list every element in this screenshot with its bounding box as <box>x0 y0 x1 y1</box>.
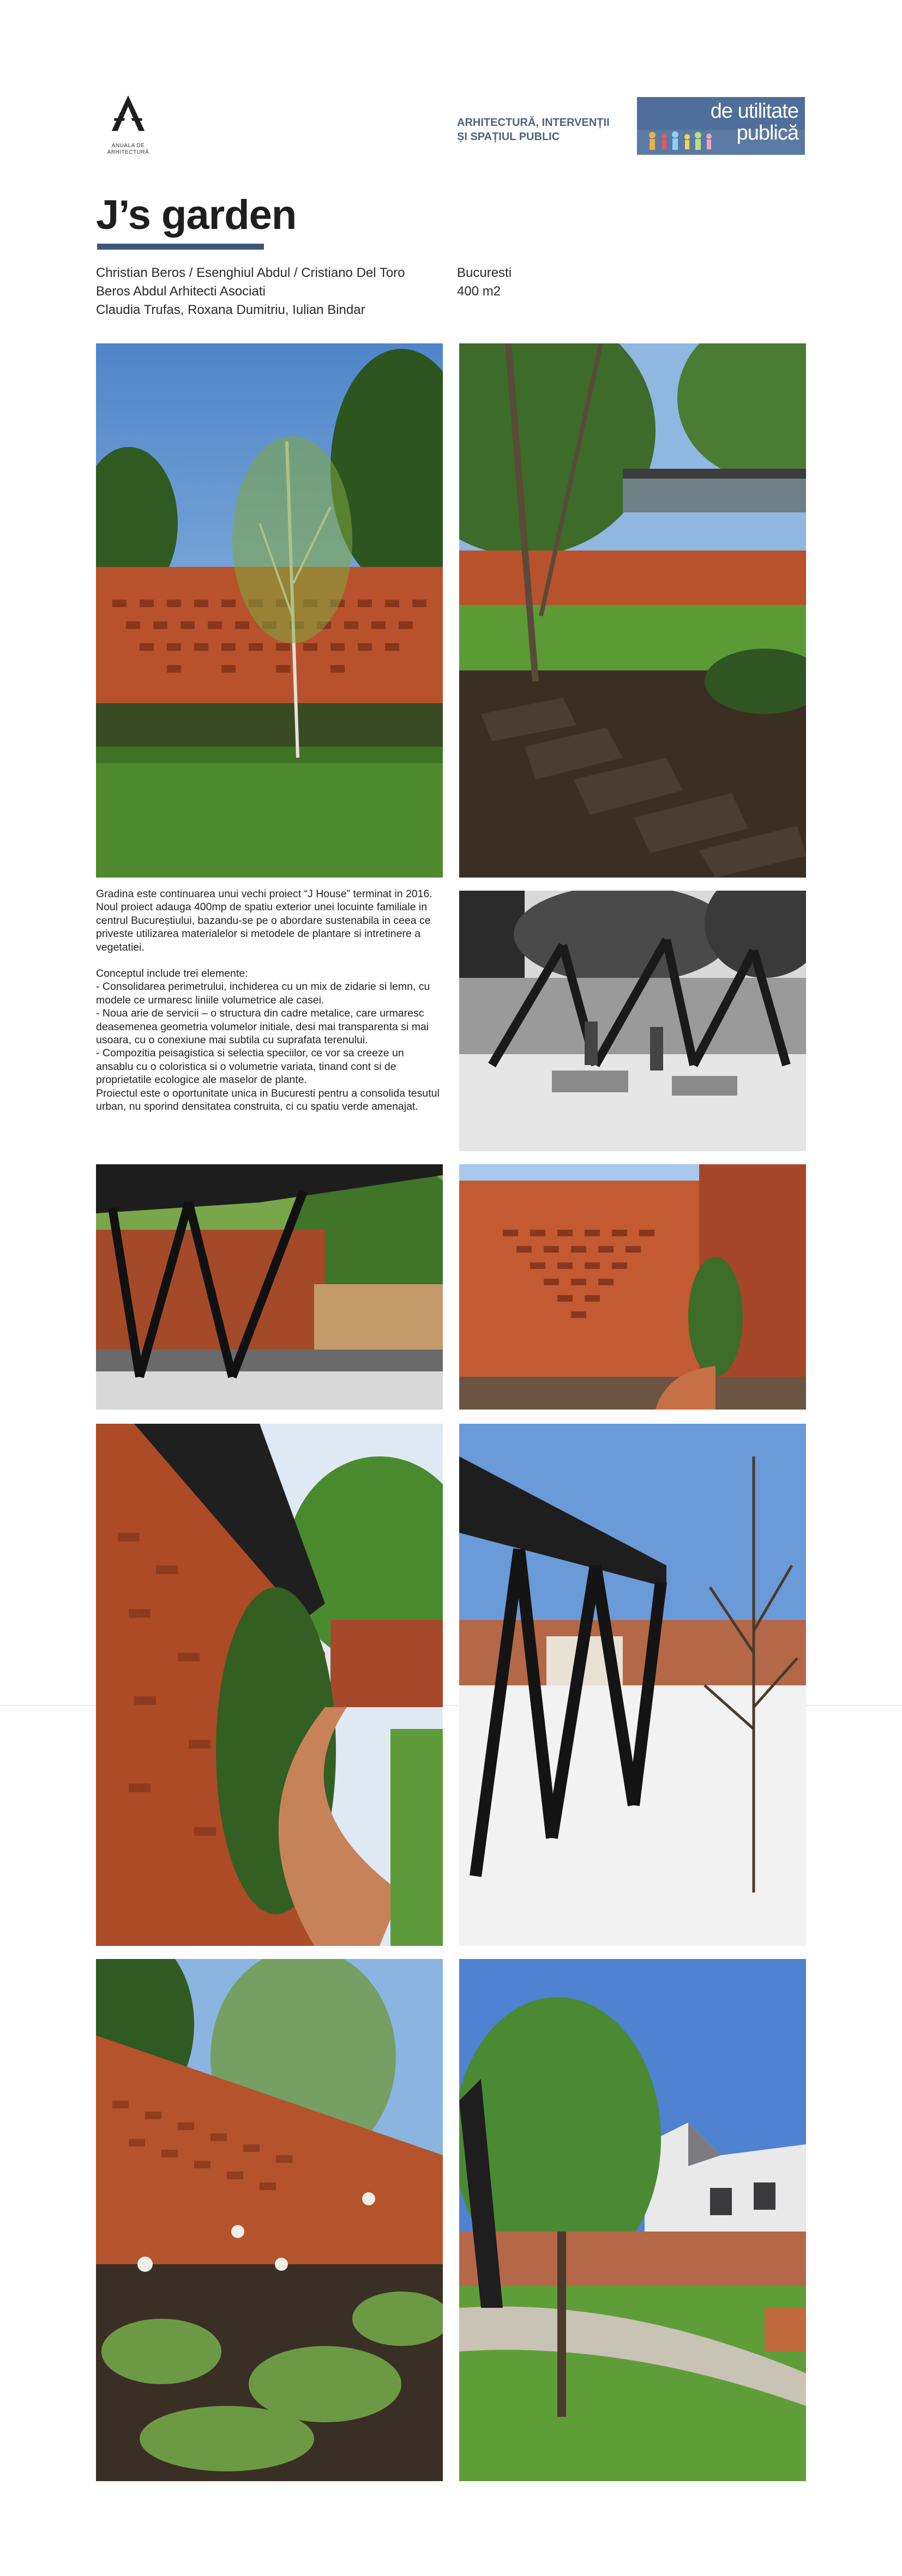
project-title: J’s garden <box>96 192 297 238</box>
credit-line-firm: Beros Abdul Arhitecti Asociati <box>96 284 266 299</box>
paragraph-gap <box>96 954 442 967</box>
photo-canopy-steel-frames <box>96 1164 443 1410</box>
project-area: 400 m2 <box>457 284 501 299</box>
project-description <box>96 887 442 1114</box>
description-intro: Gradina este continuarea unui vechi proiect “J House” terminat in 2016. Noul proiect adauga 400mp de spatiu exterior unei locuinte familiale in centrul Bucureștiului, bazandu-se pe o abordare sustenabila in ceea ce priveste utilizarea materialelor si metodele de plantare si intretinere a vegetatiei. <box>96 888 432 953</box>
description-item-3: - Compozitia peisagistica si selectia speciilor, ce vor sa creeze un ansablu cu o coloristica si o volumetrie variata, tinand cont si de proprietatile ecologice ale maselor de plante. <box>96 1047 404 1086</box>
photo-planting-bed <box>96 1959 443 2481</box>
description-concept-heading: Conceptul include trei elemente: <box>96 967 248 980</box>
project-credits <box>96 264 405 319</box>
badge-line-1: de utilitate <box>710 100 798 123</box>
project-location: Bucuresti <box>457 265 512 280</box>
description-item-1: - Consolidarea perimetrului, inchiderea cu un mix de zidarie si lemn, cu modele ce urmaresc liniile volumetrice ale casei. <box>96 981 430 1006</box>
photo-garden-stepping-stones <box>459 343 806 878</box>
category-label <box>457 116 632 144</box>
badge-line-2: publică <box>736 122 798 144</box>
photo-curved-brick-path <box>96 1424 443 1946</box>
credit-line-architects: Christian Beros / Esenghiul Abdul / Cristiano Del Toro <box>96 265 405 280</box>
photo-brick-pattern-wall <box>459 1164 806 1410</box>
description-conclusion: Proiectul este o oportunitate unica in Bucuresti pentru a consolida tesutul urban, nu sporind densitatea construita, ci cu spatiu verde amenajat. <box>96 1087 440 1113</box>
utilitate-publica-badge <box>637 97 805 155</box>
title-underline-bar <box>97 244 264 250</box>
credit-line-team: Claudia Trufas, Roxana Dumitriu, Iulian Bindar <box>96 303 365 317</box>
photo-house-garden <box>459 1959 806 2481</box>
category-line-2: ȘI SPAȚIUL PUBLIC <box>457 131 560 143</box>
description-item-2: - Noua arie de servicii – o structura din cadre metalice, care urmaresc deasemenea geometria volumelor initiale, desi mai transparenta si mai usoara, cu o conexiune mai subtila cu suprafata terenului. <box>96 1007 429 1047</box>
photo-snow-canopy <box>459 1424 806 1946</box>
photo-brick-wall-birch <box>96 343 443 878</box>
project-meta <box>457 264 512 301</box>
photo-construction-bw <box>459 891 806 1151</box>
category-line-1: ARHITECTURĂ, INTERVENȚII <box>457 117 610 129</box>
logo-caption: ANUALA DE ARHITECTURĂ <box>107 143 149 155</box>
badge-text <box>711 100 798 144</box>
